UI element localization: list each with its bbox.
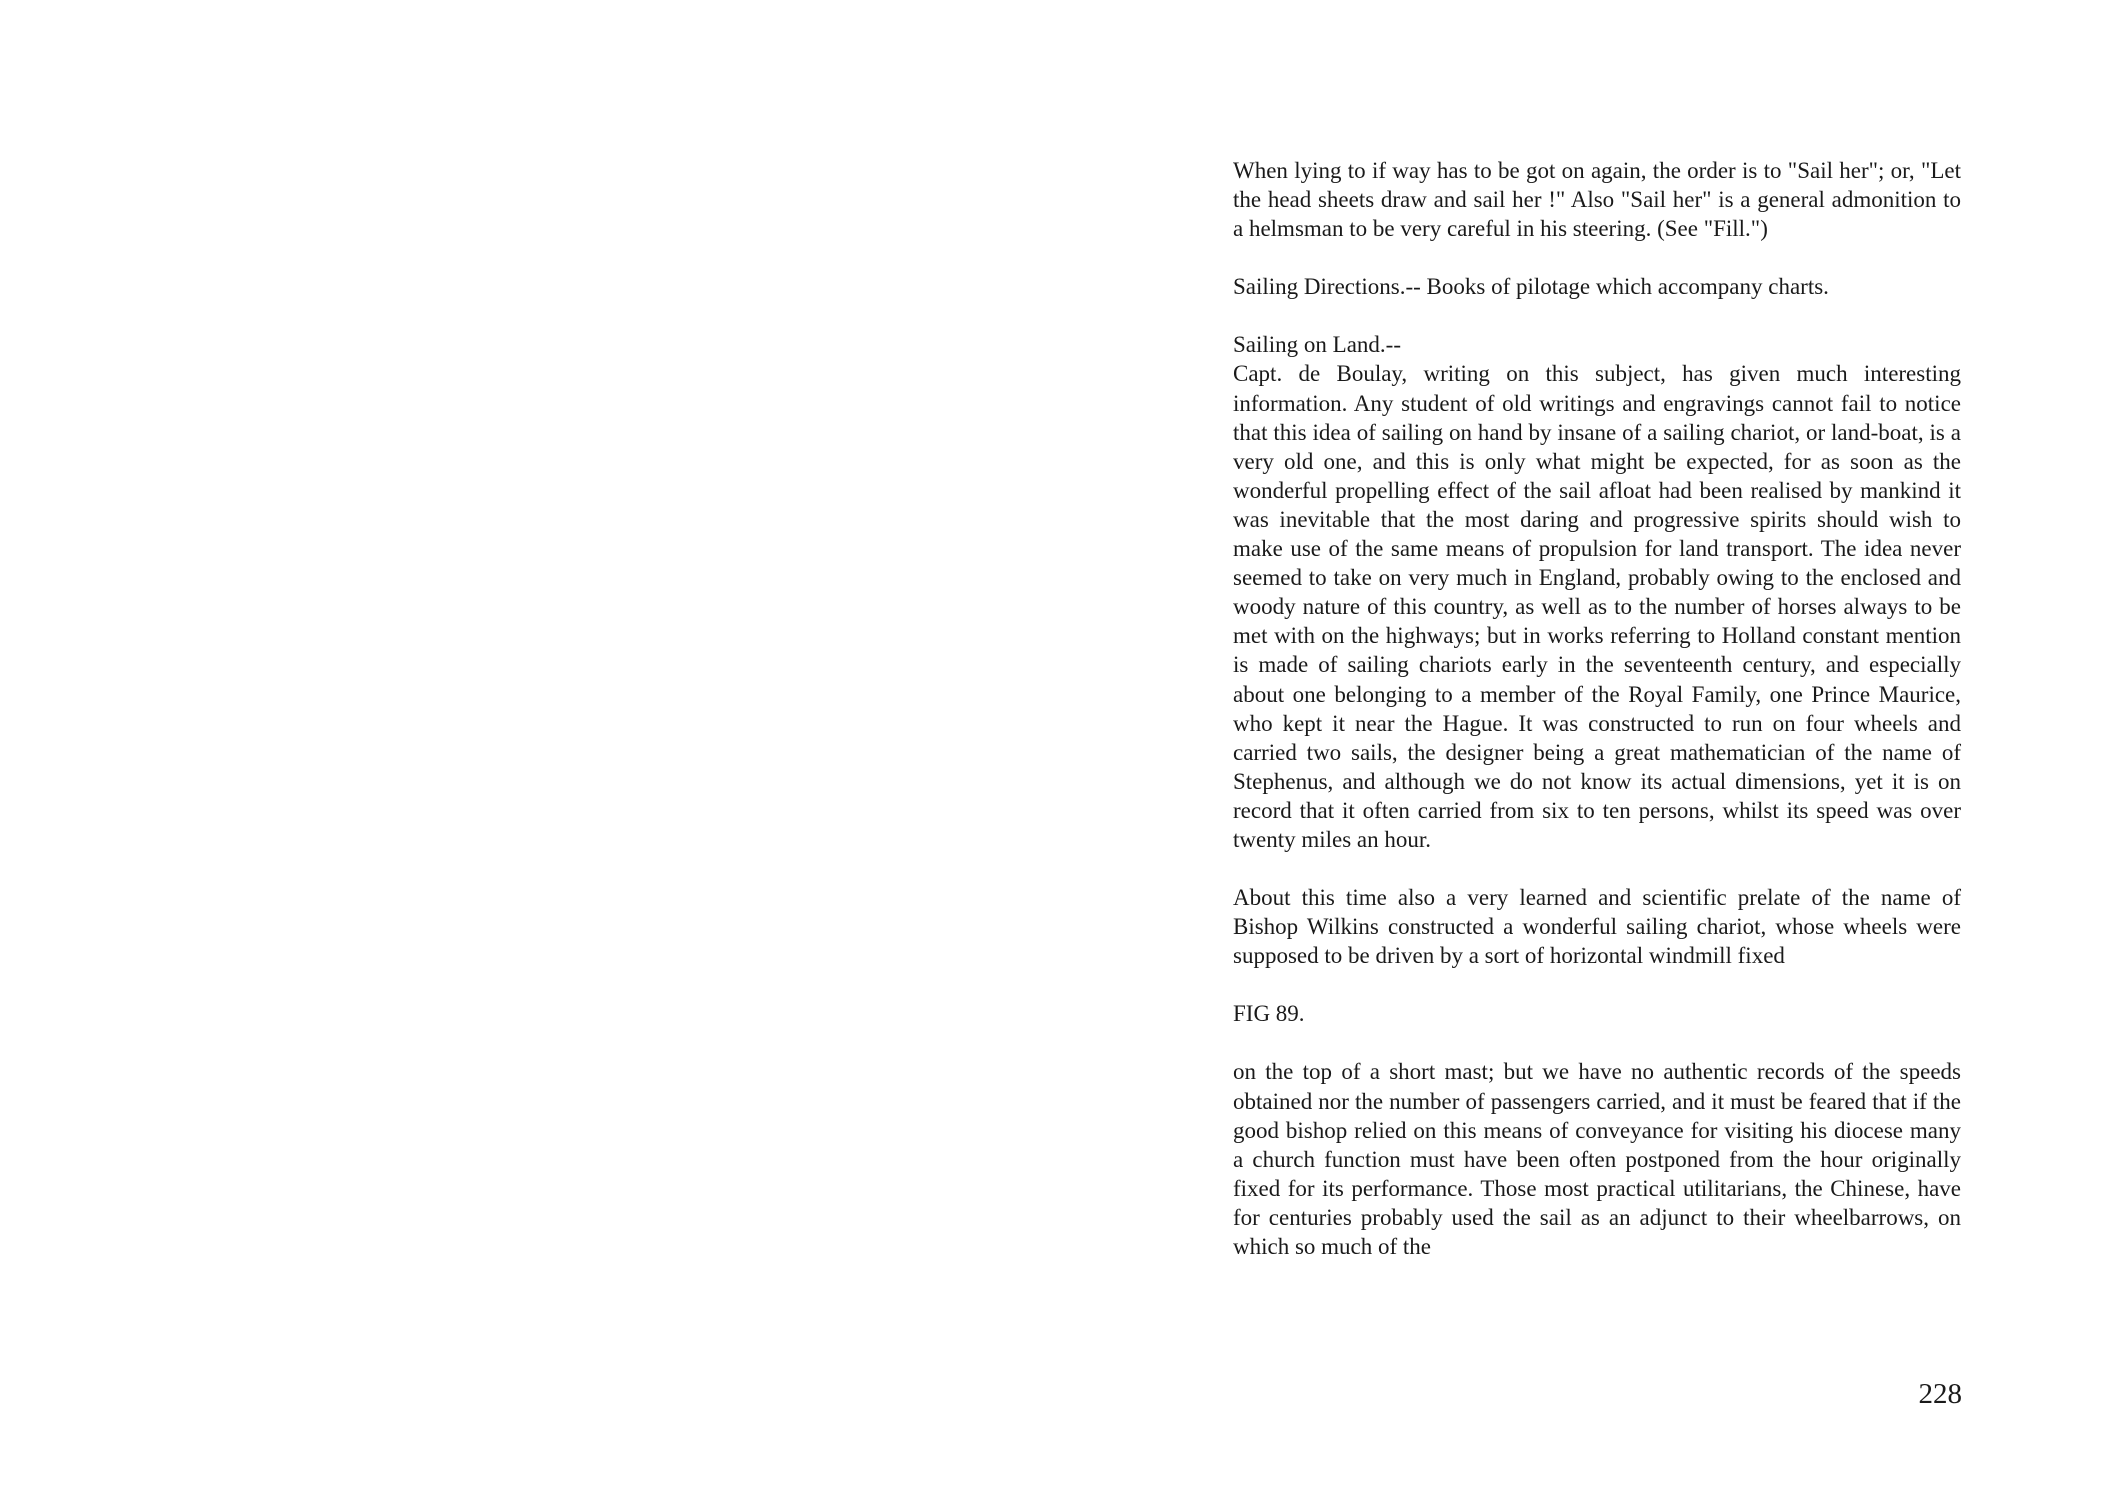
paragraph-short-mast: on the top of a short mast; but we have no authentic records of the speeds obtained nor the number of passengers carried, and it must be feared that if the good bishop relied on this means of conveyance for visiting his diocese many a church function must have been often postponed from the hour originally fixed for its performance. Those most practical utilitarians, the Chinese, have for centuries probably used the sail as an adjunct to their wheelbarrows, on which so much of the: [1233, 1059, 1961, 1259]
paragraph-sailing-on-land: Capt. de Boulay, writing on this subject, has given much interesting information. Any student of old writings and engravings cannot fail to notice that this idea of sailing on hand by insane of a sailing chariot, or land-boat, is a very old one, and this is only what might be expected, for as soon as the wonderful propelling effect of the sail afloat had been realised by mankind it was inevitable that the most daring and progressive spirits should wish to make use of the same means of propulsion for land transport. The idea never seemed to take on very much in England, probably owing to the enclosed and woody nature of this country, as well as to the number of horses always to be met with on the highways; but in works referring to Holland constant mention is made of sailing chariots early in the seventeenth century, and especially about one belonging to a member of the Royal Family, one Prince Maurice, who kept it near the Hague. It was constructed to run on four wheels and carried two sails, the designer being a great mathematician of the name of Stephenus, and although we do not know its actual dimensions, yet it is on record that it often carried from six to ten persons, whilst its speed was over twenty miles an hour.: [1233, 361, 1961, 852]
figure-caption: FIG 89.: [1233, 1001, 1305, 1027]
paragraph-sail-her: When lying to if way has to be got on again, the order is to "Sail her"; or, "Let the head sheets draw and sail her !" Also "Sail her" is a general admonition to a helmsman to be very careful in his steering. (See "Fill."): [1233, 158, 1961, 242]
entry-heading-sailing-on-land: Sailing on Land.--: [1233, 332, 1401, 358]
paragraph-bishop-wilkins: About this time also a very learned and scientific prelate of the name of Bishop Wilkins constructed a wonderful sailing chariot, whose wheels were supposed to be driven by a sort of horizontal windmill fixed: [1233, 885, 1961, 969]
text-column: [1233, 156, 1961, 1290]
page-number: 228: [1918, 1378, 1962, 1410]
paragraph-sailing-directions: Sailing Directions.-- Books of pilotage which accompany charts.: [1233, 274, 1829, 300]
